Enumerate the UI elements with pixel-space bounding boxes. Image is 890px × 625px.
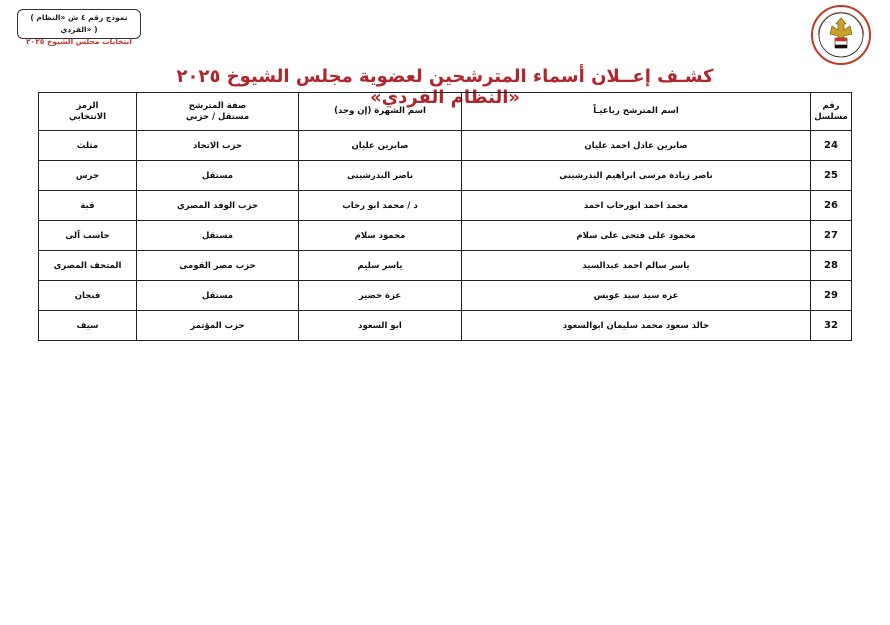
form-number-box: [17, 9, 141, 46]
header-name: اسم المترشح رباعيـاً: [462, 93, 811, 131]
row-symbol: سيف: [39, 311, 137, 341]
row-nickname: ابو السعود: [299, 311, 462, 341]
election-label: انتخابات مجلس الشيوخ ٢٠٢٥: [26, 37, 132, 46]
table-row: [39, 131, 852, 161]
row-status: مستقل: [137, 221, 299, 251]
header-status: صفة المترشح مستقل / حزبي: [137, 93, 299, 131]
row-status: حزب الاتحاد: [137, 131, 299, 161]
row-symbol: قبة: [39, 191, 137, 221]
table-row: [39, 281, 852, 311]
row-name: ياسر سالم احمد عبدالسيد: [462, 251, 811, 281]
row-status: حزب مصر القومى: [137, 251, 299, 281]
table-row: [39, 161, 852, 191]
row-serial: 32: [811, 311, 852, 341]
table-row: [39, 221, 852, 251]
candidates-table: [38, 92, 852, 341]
row-symbol: فنجان: [39, 281, 137, 311]
row-name: خالد سعود محمد سليمان ابوالسعود: [462, 311, 811, 341]
row-name: صابرين عادل احمد عليان: [462, 131, 811, 161]
form-number-label: ( نموذج رقم ٤ ش «النظام الفردي» ): [30, 13, 128, 34]
row-symbol: المتحف المصرى: [39, 251, 137, 281]
row-name: ناصر زيادة مرسى ابراهيم البدرشينى: [462, 161, 811, 191]
table-header-row: [39, 93, 852, 131]
row-symbol: جرس: [39, 161, 137, 191]
row-symbol: حاسب آلى: [39, 221, 137, 251]
table-row: [39, 191, 852, 221]
row-nickname: د / محمد ابو رحاب: [299, 191, 462, 221]
row-serial: 25: [811, 161, 852, 191]
row-serial: 28: [811, 251, 852, 281]
row-name: محمد احمد ابورحاب احمد: [462, 191, 811, 221]
page-title: كشـف إعــلان أسماء المترشحين لعضوية مجلس الشيوخ ٢٠٢٥ «النظام الفردي»: [176, 66, 714, 108]
row-nickname: عزة خضير: [299, 281, 462, 311]
row-status: حزب الوفد المصري: [137, 191, 299, 221]
row-serial: 24: [811, 131, 852, 161]
header-symbol: الرمز الانتخابي: [39, 93, 137, 131]
row-status: حزب المؤتمر: [137, 311, 299, 341]
row-serial: 27: [811, 221, 852, 251]
row-serial: 29: [811, 281, 852, 311]
row-nickname: ناصر البدرشينى: [299, 161, 462, 191]
row-nickname: صابرين عليان: [299, 131, 462, 161]
national-election-authority-logo: [810, 4, 872, 66]
table-row: [39, 311, 852, 341]
row-name: محمود على فتحى على سلام: [462, 221, 811, 251]
row-name: عزه سيد سيد عويس: [462, 281, 811, 311]
row-symbol: مثلث: [39, 131, 137, 161]
header-nickname: اسم الشهرة (إن وجد): [299, 93, 462, 131]
header-serial: رقم مسلسل: [811, 93, 852, 131]
table-row: [39, 251, 852, 281]
row-status: مستقل: [137, 161, 299, 191]
row-status: مستقل: [137, 281, 299, 311]
row-nickname: ياسر سليم: [299, 251, 462, 281]
row-nickname: محمود سلام: [299, 221, 462, 251]
row-serial: 26: [811, 191, 852, 221]
